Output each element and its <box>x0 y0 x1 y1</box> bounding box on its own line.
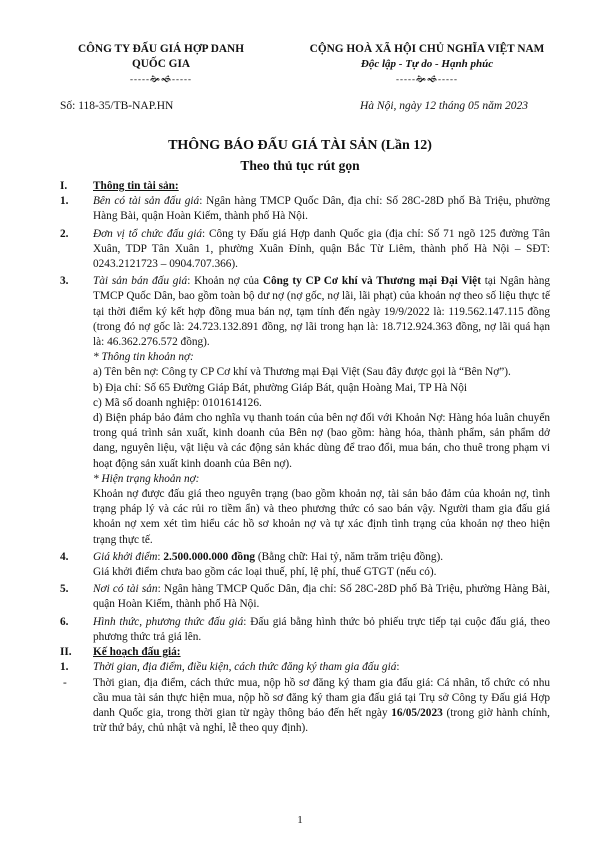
item-text: : <box>396 661 400 674</box>
starting-price: 2.500.000.000 đồng <box>163 550 256 563</box>
item-text: : <box>157 550 164 563</box>
item-lead: Bên có tài sản đấu giá <box>93 195 200 208</box>
national-motto: Độc lập - Tự do - Hạnh phúc <box>360 58 494 70</box>
starting-price-item <box>60 550 550 565</box>
section-heading <box>60 179 550 194</box>
issuer-block <box>52 42 270 86</box>
issue-date: Hà Nội, ngày 12 tháng 05 năm 2023 <box>360 100 529 112</box>
item-number: 3. <box>60 275 69 288</box>
document-title: THÔNG BÁO ĐẤU GIÁ TÀI SẢN (Lần 12) <box>168 138 432 153</box>
issuer-name-line1: CÔNG TY ĐẤU GIÁ HỢP DANH <box>77 43 244 55</box>
ornament-divider: -----🙞🙜----- <box>396 74 458 84</box>
item-number: 5. <box>60 583 69 596</box>
section-heading <box>60 645 550 660</box>
item-text: (trong giờ hành chính, trừ thứ bảy, chủ nhật và nghỉ, lễ theo quy định). <box>93 706 550 735</box>
debt-info-c: c) Mã số doanh nghiệp: 0101614126. <box>93 396 262 409</box>
item-number: 1. <box>60 195 69 208</box>
item-text: tại Ngân hàng TMCP Quốc Dân, bao gồm toàn bộ dư nợ (nợ gốc, nợ lãi, lãi phạt) của khoản nợ theo số liệu thực tế tại thời điểm ký kết hợp đồng mua bán nợ, tạm tính đến ngày 19/9/2022 là: 119.562.147.115 đồng (trong đó nợ gốc là: 24.723.132.891 đồng, nợ lãi trong hạn là: 18.712.924.363 đồng, nợ lãi quá hạn là: 46.362.276.572 đồng). <box>93 275 551 349</box>
registration-deadline: 16/05/2023 <box>391 706 443 719</box>
section-title: Kế hoạch đấu giá: <box>93 646 181 659</box>
item-lead: Hình thức, phương thức đấu giá <box>93 615 244 628</box>
debt-info-label: * Thông tin khoản nợ: <box>93 351 194 364</box>
auction-organizer-item <box>60 227 550 273</box>
item-lead: Thời gian, địa điểm, điều kiện, cách thức đăng ký tham gia đấu giá <box>93 661 397 674</box>
registration-item <box>60 660 550 675</box>
debt-info-a: a) Tên bên nợ: Công ty CP Cơ khí và Thương mại Đại Việt (Sau đây được gọi là “Bên Nợ”). <box>93 366 511 379</box>
asset-location-item <box>60 582 550 612</box>
issuer-name-line2: QUỐC GIA <box>131 58 191 70</box>
item-text: Thời gian, địa điểm, cách thức mua, nộp hồ sơ đăng ký tham gia đấu giá: Cá nhân, tổ chức có nhu cầu mua tài sản thực hiện mua, nộp hồ sơ đăng ký tham gia đấu giá tại Trụ sở Công ty Đấu giá Hợp danh Quốc gia, trong thời gian từ ngày thông báo đến hết ngày <box>93 676 550 719</box>
asset-owner-item <box>60 194 550 224</box>
item-lead: Giá khởi điểm <box>93 550 158 563</box>
item-text: : Đấu giá bằng hình thức bỏ phiếu trực tiếp tại cuộc đấu giá, theo phương thức trả giá lên. <box>93 615 550 643</box>
item-text: : Ngân hàng TMCP Quốc Dân, địa chỉ: Số 28C-28D phố Bà Triệu, phường Hàng Bài, quận Hoàn Kiếm, thành phố Hà Nội. <box>93 195 550 223</box>
reference-number: Số: 118-35/TB-NAP.HN <box>60 100 174 112</box>
country-name: CỘNG HOÀ XÃ HỘI CHỦ NGHĨA VIỆT NAM <box>309 43 545 55</box>
debtor-company-name: Công ty CP Cơ khí và Thương mại Đại Việt <box>262 275 481 288</box>
document-subtitle: Theo thủ tục rút gọn <box>240 158 360 173</box>
item-lead: Nơi có tài sản <box>93 583 158 596</box>
ornament-divider: -----🙞🙜----- <box>130 74 192 84</box>
item-text: : Công ty Đấu giá Hợp danh Quốc gia (địa chỉ: Số 71 ngõ 125 đường Tân Xuân, TDP Tân Xuân 1, phường Xuân Đỉnh, quận Bắc Từ Liêm, thành phố Hà Nội – SĐT: 0243.2121723 – 0904.707.366). <box>93 227 550 271</box>
registration-detail <box>60 676 550 737</box>
document-body <box>60 179 550 736</box>
section-number: I. <box>60 180 68 192</box>
debt-status-label: * Hiện trạng khoản nợ: <box>93 472 200 485</box>
item-number: 1. <box>60 661 69 674</box>
item-text: (Bằng chữ: Hai tỷ, năm trăm triệu đồng). <box>255 550 444 563</box>
item-lead: Tài sản bán đấu giá <box>93 275 188 288</box>
section-number: II. <box>60 646 72 659</box>
page-number: 1 <box>297 814 303 826</box>
item-lead: Đơn vị tổ chức đấu giá <box>93 227 203 240</box>
document-header <box>52 42 562 132</box>
item-text: : Khoản nợ của <box>187 275 263 288</box>
auctioned-asset-item <box>60 274 550 350</box>
starting-price-note: Giá khởi điểm chưa bao gồm các loại thuế, phí, lệ phí, thuế GTGT (nếu có). <box>93 566 437 579</box>
item-number: 2. <box>60 227 69 240</box>
auction-method-item <box>60 615 550 645</box>
section-title: Thông tin tài sản: <box>93 180 179 192</box>
item-text: : Ngân hàng TMCP Quốc Dân, địa chỉ: Số 28C-28D phố Bà Triệu, phường Hàng Bài, quận Hoàn Kiếm, thành phố Hà Nội. <box>93 583 550 611</box>
national-header-block <box>282 42 572 86</box>
debt-info-d: d) Biện pháp bảo đảm cho nghĩa vụ thanh toán của bên nợ đối với Khoản Nợ: Hàng hóa luân chuyển trong quá trình sản xuất, kinh doanh của Bên nợ (bao gồm: hàng hóa, thành phẩm, sản phẩm dở dang, nguyên liệu, vật liệu và các động sản khác dùng để trao đổi, mua bán, cho thuê trong phạm vi hoạt động sản xuất kinh doanh của Bên nợ). <box>93 412 550 470</box>
item-number: 4. <box>60 550 69 563</box>
debt-status-text: Khoản nợ được đấu giá theo nguyên trạng (bao gồm khoản nợ, tài sản bảo đảm của khoản nợ, tình trạng pháp lý và các rủi ro tiềm ẩn) và theo phương thức có sao bán vậy. Người tham gia đấu giá khoản nợ xem xét tìm hiểu các hồ sơ khoản nợ và tự xác định tình trạng của khoản nợ theo hiện trạng thực tế. <box>93 488 550 546</box>
item-number: 6. <box>60 615 69 628</box>
debt-info-b: b) Địa chỉ: Số 65 Đường Giáp Bát, phường Giáp Bát, quận Hoàng Mai, TP Hà Nội <box>93 381 468 394</box>
bullet-dash: - <box>63 676 67 689</box>
